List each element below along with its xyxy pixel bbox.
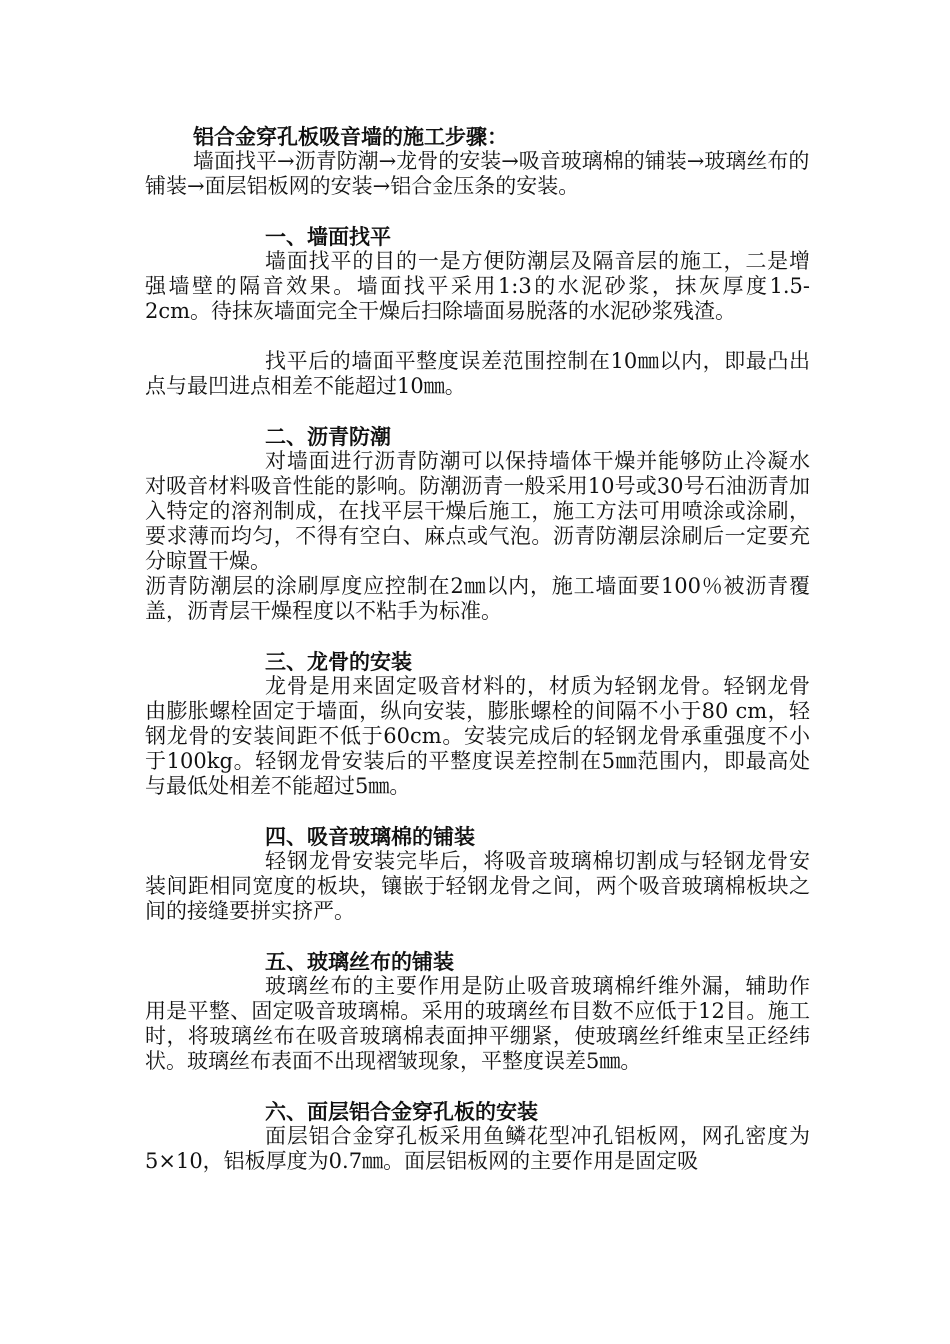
paragraph: 找平后的墙面平整度误差范围控制在10㎜以内，即最凸出点与最凹进点相差不能超过10㎜。 [145,349,810,398]
section-heading-glass-fiber-cloth: 五、玻璃丝布的铺装 [265,949,454,974]
paragraph: 面层铝合金穿孔板采用鱼鳞花型冲孔铝板网，网孔密度为5×10，铝板厚度为0.7㎜。面层铝板网的主要作用是固定吸 [145,1124,810,1173]
document-page [145,124,810,1174]
paragraph: 龙骨是用来固定吸音材料的，材质为轻钢龙骨。轻钢龙骨由膨胀螺栓固定于墙面，纵向安装，膨胀螺栓的间隔不小于80 cm，轻钢龙骨的安装间距不低于60cm。安装完成后的轻钢龙骨承重强度不小于100kg。轻钢龙骨安装后的平整度误差控制在5㎜范围内，即最高处与最低处相差不能超过5㎜。 [145,674,810,798]
paragraph: 墙面找平的目的一是方便防潮层及隔音层的施工，二是增强墙壁的隔音效果。墙面找平采用1:3的水泥砂浆，抹灰厚度1.5-2cm。待抹灰墙面完全干燥后扫除墙面易脱落的水泥砂浆残渣。 [145,249,810,323]
paragraph: 沥青防潮层的涂刷厚度应控制在2㎜以内，施工墙面要100％被沥青覆盖，沥青层干燥程度以不粘手为标准。 [145,574,810,623]
intro-steps: 墙面找平→沥青防潮→龙骨的安装→吸音玻璃棉的铺装→玻璃丝布的铺装→面层铝板网的安装→铝合金压条的安装。 [145,149,810,198]
section-heading-wall-leveling: 一、墙面找平 [265,224,391,249]
section-heading-perforated-panel: 六、面层铝合金穿孔板的安装 [265,1099,538,1124]
section-heading-glass-wool: 四、吸音玻璃棉的铺装 [265,824,475,849]
document-title: 铝合金穿孔板吸音墙的施工步骤： [193,124,508,149]
paragraph: 轻钢龙骨安装完毕后，将吸音玻璃棉切割成与轻钢龙骨安装间距相同宽度的板块，镶嵌于轻钢龙骨之间，两个吸音玻璃棉板块之间的接缝要拼实挤严。 [145,849,810,923]
paragraph: 对墙面进行沥青防潮可以保持墙体干燥并能够防止冷凝水对吸音材料吸音性能的影响。防潮沥青一般采用10号或30号石油沥青加入特定的溶剂制成，在找平层干燥后施工，施工方法可用喷涂或涂刷，要求薄而均匀，不得有空白、麻点或气泡。沥青防潮层涂刷后一定要充分晾置干燥。 [145,449,810,573]
paragraph: 玻璃丝布的主要作用是防止吸音玻璃棉纤维外漏，辅助作用是平整、固定吸音玻璃棉。采用的玻璃丝布目数不应低于12目。施工时，将玻璃丝布在吸音玻璃棉表面抻平绷紧，使玻璃丝纤维束呈正经纬状。玻璃丝布表面不出现褶皱现象，平整度误差5㎜。 [145,974,810,1073]
section-heading-asphalt-moisture: 二、沥青防潮 [265,424,391,449]
section-heading-keel-install: 三、龙骨的安装 [265,649,412,674]
